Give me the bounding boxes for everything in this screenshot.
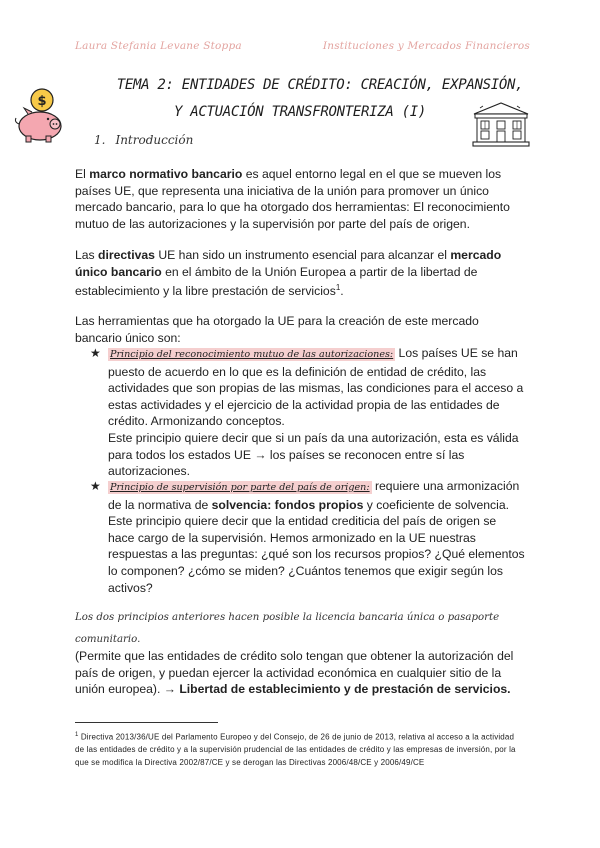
highlight-reconocimiento-mutuo: Principio del reconocimiento mutuo de las autorizaciones: bbox=[110, 349, 394, 360]
term-mercado-unico: mercado único bancario bbox=[75, 248, 502, 279]
paragraph-herramientas: Las herramientas que ha otorgado la UE para la creación de este mercado bancario único son: bbox=[75, 314, 479, 345]
paragraph-directivas: Las directivas UE han sido un instrumento esencial para alcanzar el mercado único bancario en el ámbito de la Unión Europea a partir de la libertad de establecimiento y la libre prestación de servicios$^1$. bbox=[75, 248, 502, 299]
conclusion-licencia-unica: Los dos principios anteriores hacen posible la licencia bancaria única o pasaporte comunitario. bbox=[75, 612, 500, 645]
section-number: 1. bbox=[94, 133, 106, 147]
footnote: $^1$ Directiva 2013/36/UE del Parlamento Europeo y del Consejo, de 26 de junio de 2013, relativa al acceso a la actividad de las entidades de crédito y a la supervisión prudencial de las entidades de crédito y las empresas de inversión, por la que se modifica la Directiva 2002/87/CE y se derogan las Directivas 2006/48/CE y 2006/49/CE bbox=[75, 732, 516, 767]
coin-symbol: $ bbox=[37, 94, 47, 109]
document-title-line2: Y ACTUACIÓN TRANSFRONTERIZA (I) bbox=[174, 104, 426, 120]
header-subject: Instituciones y Mercados Financieros bbox=[322, 40, 530, 52]
term-marco-normativo: marco normativo bancario bbox=[89, 167, 243, 181]
paragraph-marco-normativo: El marco normativo bancario es aquel entorno legal en el que se mueven los países UE, que representa una iniciativa de la unión para promover un único mercado bancario, para lo que ha otorgado dos herramientas: El reconocimiento mutuo de las autorizaciones y la supervisión por parte del país de origen. bbox=[75, 167, 510, 231]
list-item-supervision-origen: Principio de supervisión por parte del país de origen: requiere una armonización de la normativa de solvencia: fondos propios y coeficiente de solvencia. Este principio quiere decir que la entidad crediticia del país de origen se hace cargo de la supervisión. Hemos armonizado en la UE nuestras respuestas a las preguntas: ¿qué son los recursos propios? ¿Qué elementos lo componen? ¿cómo se miden? ¿Cuántos tenemos que exigir según los activos? bbox=[108, 479, 525, 595]
document-title-line1: TEMA 2: ENTIDADES DE CRÉDITO: CREACIÓN, EXPANSIÓN, bbox=[116, 77, 524, 93]
term-directivas: directivas bbox=[98, 248, 155, 262]
star-bullet-icon: ★ bbox=[90, 479, 101, 493]
list-item-reconocimiento-mutuo: Principio del reconocimiento mutuo de las autorizaciones: Los países UE se han puesto de acuerdo en lo que es la definición de entidad de crédito, las actividades que son propias de las mismas, las condiciones para el acceso a estas actividades y el ejercicio de la actividad propia de las entidades de crédito. Armonizando conceptos. Este principio quiere decir que si un país da una autorización, esta es válida para todos los estados UE → los países se reconocen entre sí las autorizaciones. bbox=[108, 346, 524, 479]
paragraph-pasaporte: (Permite que las entidades de crédito solo tengan que obtener la autorización del país de origen, y puedan ejercer la actividad económica en cualquier sitio de la unión europea). → Libertad de establecimiento y de prestación de servicios. bbox=[75, 649, 514, 697]
footnote-ref: 1 bbox=[335, 283, 341, 293]
star-bullet-icon: ★ bbox=[90, 346, 101, 360]
section-title: Introducción bbox=[115, 133, 194, 147]
header-author: Laura Stefania Levane Stoppa bbox=[75, 40, 242, 52]
section-heading bbox=[94, 133, 193, 147]
highlight-supervision-origen: Principio de supervisión por parte del país de origen: bbox=[110, 482, 370, 493]
footnote-divider bbox=[75, 722, 218, 723]
term-libertad-establecimiento: Libertad de establecimiento y de prestación de servicios. bbox=[179, 682, 511, 697]
